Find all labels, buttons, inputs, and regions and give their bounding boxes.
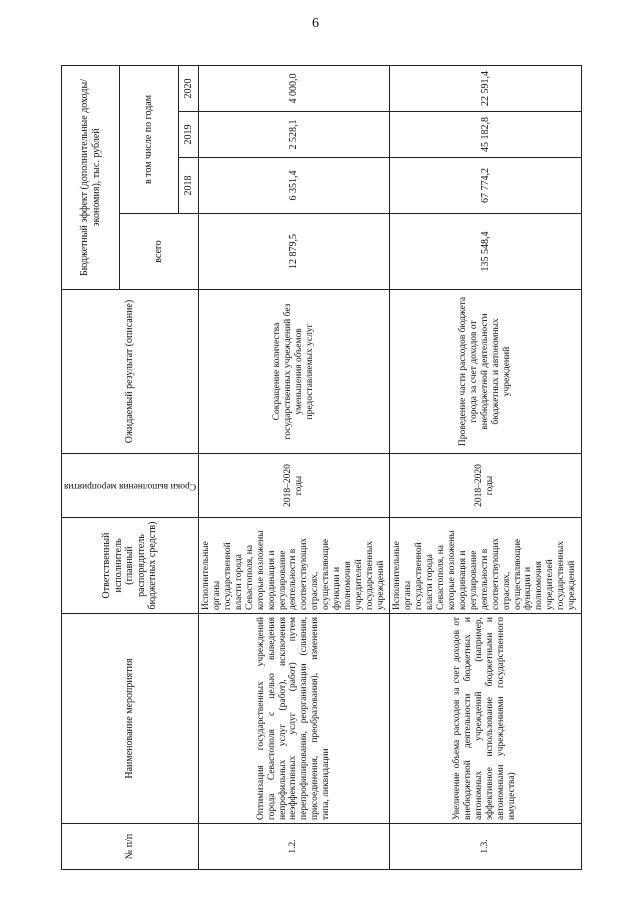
measure-name: Оптимизация государственных учреждений города Севастополя с целью выведения непрофильных услуг (работ), исключения неэффективных услуг (работ) путем перепрофилирования, реорганизации (слияния, присоединения, преобразования), изменения типа, ликвидации [199,614,390,824]
effect-2018: 67 774,2 [389,158,581,214]
expected-result: Проведение части расходов бюджета города за счет доходов от внебюджетной деятельности бюджетных и автономных учреждений [389,290,581,454]
header-name: Наименование мероприятия [62,614,199,824]
page-number: 6 [312,16,319,31]
expected-result: Сокращение количества государственных учреждений без уменьшения объемов предоставляемых услуг [199,290,390,454]
header-year-2020: 2020 [179,65,199,111]
header-result: Ожидаемый результат (описание) [62,290,199,454]
header-no: № п/п [62,824,199,870]
effect-2019: 45 182,8 [389,112,581,158]
header-year-2019: 2019 [179,112,199,158]
table-row [389,65,581,869]
header-responsible: Ответственный исполнитель (главный распорядитель бюджетных средств) [62,518,199,614]
row-number: 1.2. [199,824,390,870]
table-row [199,65,390,869]
effect-2020: 22 591,4 [389,65,581,111]
responsible-executor: Исполнительные органы государственной власти города Севастополя, на которые возложены координация и регулирование деятельности в соответствующих отраслях, осуществляющие функции и полномочия учредителей государственных учреждений [199,518,390,614]
header-total: всего [120,214,199,290]
header-terms: Сроки выполнения мероприятия [64,480,197,491]
execution-terms: 2018–2020 годы [199,454,390,518]
header-by-years: в том числе по годам [120,65,179,213]
rotated-table-container [61,66,578,870]
effect-total: 135 548,4 [389,214,581,290]
row-number: 1.3. [389,824,581,870]
header-row-1 [62,65,120,869]
budget-measures-table [61,65,582,870]
effect-total: 12 879,5 [199,214,390,290]
header-effect: Бюджетный эффект (дополнительные доходы/экономия), тыс. рублей [62,65,120,289]
execution-terms: 2018–2020 годы [389,454,581,518]
effect-2019: 2 528,1 [199,112,390,158]
measure-name: Увеличение объема расходов за счет доходов от внебюджетной деятельности бюджетных и автономных учреждений (например, эффективное использование бюджетными и автономными учреждениями государственного имущества) [389,614,581,824]
effect-2018: 6 351,4 [199,158,390,214]
header-terms-cell [62,454,199,518]
responsible-executor: Исполнительные органы государственной власти города Севастополя, на которые возложены координация и регулирование деятельности в соответствующих отраслях, осуществляющие функции и полномочия учредителей государственных учреждений [389,518,581,614]
header-year-2018: 2018 [179,158,199,214]
effect-2020: 4 000,0 [199,65,390,111]
